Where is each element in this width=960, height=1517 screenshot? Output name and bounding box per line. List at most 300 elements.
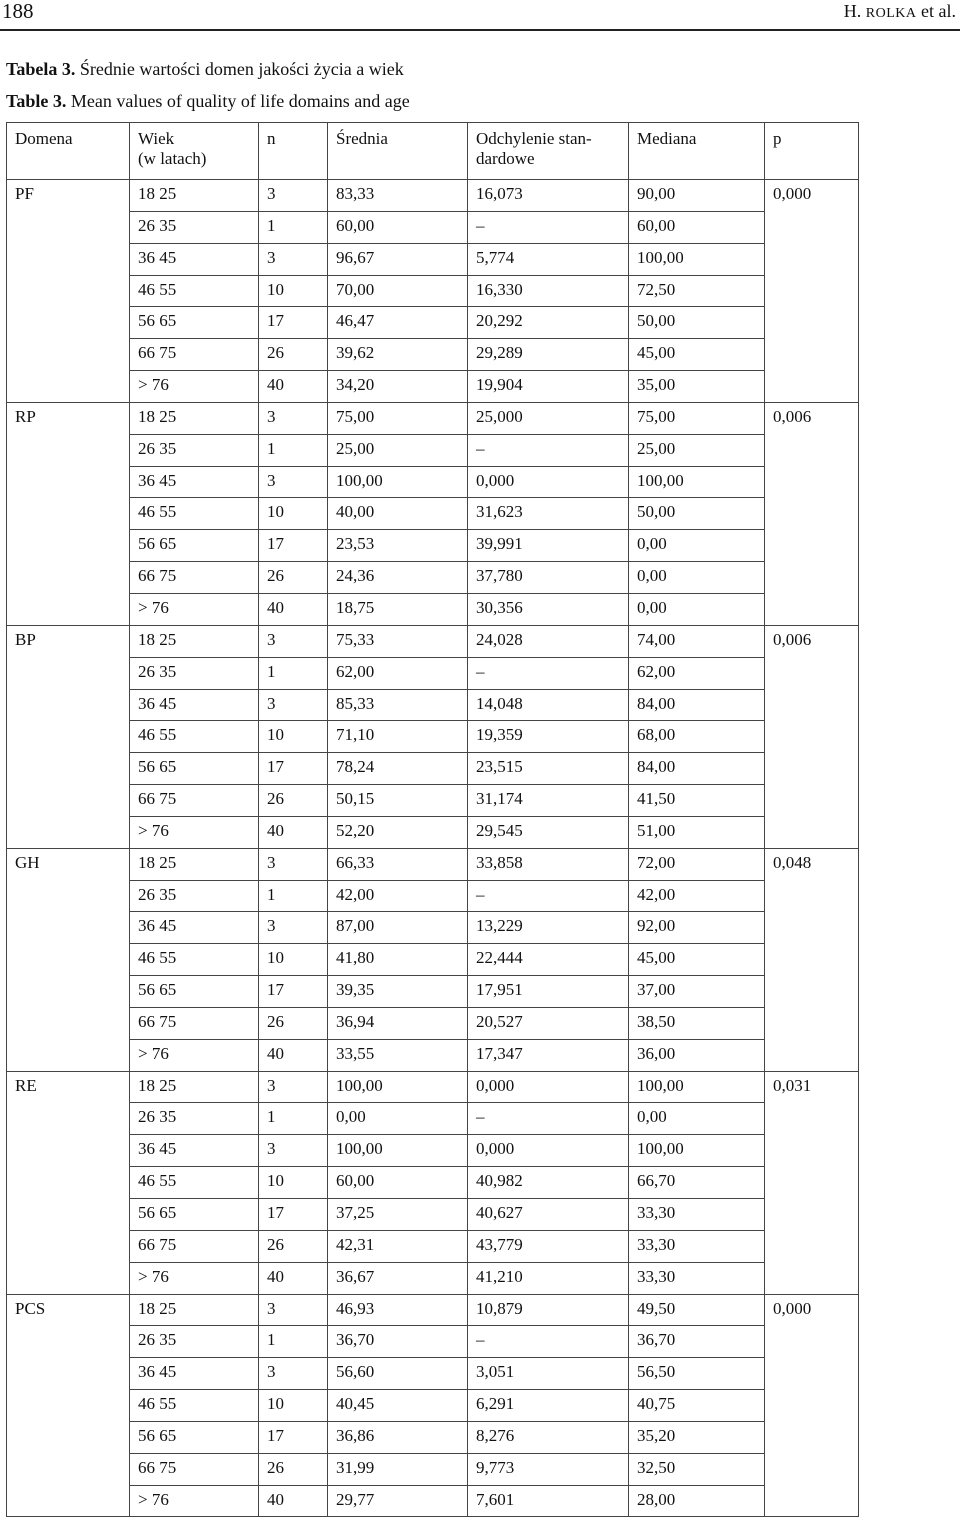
cell-domain [7,1199,130,1231]
cell-median: 84,00 [629,689,765,721]
cell-age: 56 65 [130,307,259,339]
cell-sd: 17,951 [468,976,629,1008]
cell-domain [7,211,130,243]
cell-n: 17 [259,1199,328,1231]
table-row [7,1007,859,1039]
cell-n: 3 [259,402,328,434]
table-caption-english [6,91,410,112]
cell-domain [7,1453,130,1485]
cell-median: 35,00 [629,371,765,403]
cell-p [765,785,859,817]
table-row [7,593,859,625]
cell-median: 72,00 [629,848,765,880]
cell-p [765,307,859,339]
cell-domain [7,880,130,912]
cell-domain [7,1421,130,1453]
cell-p [765,657,859,689]
cell-mean: 66,33 [328,848,468,880]
cell-n: 40 [259,1039,328,1071]
cell-domain: GH [7,848,130,880]
cell-mean: 85,33 [328,689,468,721]
cell-mean: 40,45 [328,1390,468,1422]
cell-age: 66 75 [130,785,259,817]
col-header-sd-line2: dardowe [476,149,535,168]
cell-mean: 0,00 [328,1103,468,1135]
table-row [7,657,859,689]
cell-age: 36 45 [130,1358,259,1390]
cell-n: 40 [259,371,328,403]
cell-sd: 43,779 [468,1230,629,1262]
page-number: 188 [2,0,34,23]
cell-p [765,1358,859,1390]
cell-domain [7,1167,130,1199]
cell-median: 75,00 [629,402,765,434]
cell-age: 66 75 [130,1453,259,1485]
cell-p [765,1007,859,1039]
cell-median: 74,00 [629,625,765,657]
cell-sd: 40,627 [468,1199,629,1231]
cell-sd: – [468,657,629,689]
cell-p [765,1199,859,1231]
cell-domain: RE [7,1071,130,1103]
cell-n: 17 [259,753,328,785]
cell-median: 100,00 [629,1071,765,1103]
cell-mean: 46,93 [328,1294,468,1326]
cell-age: 46 55 [130,944,259,976]
cell-p [765,593,859,625]
cell-n: 1 [259,211,328,243]
cell-n: 1 [259,880,328,912]
cell-mean: 41,80 [328,944,468,976]
cell-n: 26 [259,1007,328,1039]
cell-domain [7,816,130,848]
cell-n: 3 [259,243,328,275]
cell-age: 36 45 [130,1135,259,1167]
cell-n: 26 [259,785,328,817]
cell-n: 3 [259,625,328,657]
cell-mean: 78,24 [328,753,468,785]
caption-en-label: Table 3. [6,91,67,111]
table-row [7,498,859,530]
cell-p: 0,048 [765,848,859,880]
cell-median: 45,00 [629,944,765,976]
cell-domain [7,1390,130,1422]
cell-median: 0,00 [629,530,765,562]
cell-n: 10 [259,1390,328,1422]
cell-age: 26 35 [130,657,259,689]
table-body [7,180,859,1517]
cell-p: 0,006 [765,625,859,657]
cell-domain [7,721,130,753]
cell-domain [7,912,130,944]
cell-p [765,371,859,403]
cell-mean: 42,00 [328,880,468,912]
cell-sd: 31,174 [468,785,629,817]
cell-p [765,530,859,562]
col-header-mean: Średnia [328,123,468,180]
cell-median: 100,00 [629,243,765,275]
cell-mean: 56,60 [328,1358,468,1390]
cell-age: > 76 [130,1485,259,1517]
cell-mean: 29,77 [328,1485,468,1517]
cell-median: 100,00 [629,1135,765,1167]
cell-age: 66 75 [130,1230,259,1262]
cell-p [765,243,859,275]
header-rule [0,29,960,31]
cell-median: 68,00 [629,721,765,753]
cell-n: 1 [259,657,328,689]
table-row [7,434,859,466]
cell-p: 0,006 [765,402,859,434]
table-row [7,848,859,880]
table-row [7,880,859,912]
cell-domain [7,498,130,530]
cell-sd: 33,858 [468,848,629,880]
cell-n: 10 [259,275,328,307]
table-row [7,816,859,848]
cell-mean: 96,67 [328,243,468,275]
cell-domain [7,562,130,594]
col-header-age [130,123,259,180]
cell-domain [7,1326,130,1358]
cell-median: 0,00 [629,593,765,625]
cell-n: 17 [259,307,328,339]
cell-sd: 39,991 [468,530,629,562]
cell-mean: 39,62 [328,339,468,371]
table-row [7,307,859,339]
cell-domain [7,307,130,339]
table-row [7,1199,859,1231]
cell-sd: 17,347 [468,1039,629,1071]
cell-domain [7,1103,130,1135]
cell-p [765,912,859,944]
cell-sd: 25,000 [468,402,629,434]
table-row [7,1358,859,1390]
cell-p [765,339,859,371]
cell-mean: 52,20 [328,816,468,848]
cell-age: > 76 [130,1262,259,1294]
table-row [7,1103,859,1135]
cell-mean: 83,33 [328,180,468,212]
cell-sd: 0,000 [468,466,629,498]
cell-median: 28,00 [629,1485,765,1517]
cell-mean: 60,00 [328,211,468,243]
cell-n: 10 [259,721,328,753]
cell-sd: 9,773 [468,1453,629,1485]
cell-age: 36 45 [130,912,259,944]
cell-sd: 19,359 [468,721,629,753]
cell-p [765,466,859,498]
cell-p [765,1039,859,1071]
cell-mean: 100,00 [328,1135,468,1167]
table-header-row [7,123,859,180]
cell-domain [7,1485,130,1517]
table-row [7,976,859,1008]
cell-age: 46 55 [130,1167,259,1199]
cell-median: 33,30 [629,1262,765,1294]
cell-domain [7,689,130,721]
cell-mean: 70,00 [328,275,468,307]
col-header-sd [468,123,629,180]
cell-mean: 18,75 [328,593,468,625]
table-row [7,1167,859,1199]
table-row [7,1262,859,1294]
cell-age: 36 45 [130,243,259,275]
caption-pl-label: Tabela 3. [6,59,76,79]
cell-sd: 14,048 [468,689,629,721]
cell-domain [7,530,130,562]
cell-age: 66 75 [130,562,259,594]
table-row [7,243,859,275]
cell-domain [7,1262,130,1294]
cell-mean: 23,53 [328,530,468,562]
cell-n: 10 [259,498,328,530]
cell-sd: – [468,880,629,912]
cell-n: 40 [259,593,328,625]
cell-mean: 36,70 [328,1326,468,1358]
cell-median: 45,00 [629,339,765,371]
cell-age: 36 45 [130,466,259,498]
table-row [7,1135,859,1167]
cell-p [765,1485,859,1517]
cell-n: 17 [259,530,328,562]
cell-sd: 5,774 [468,243,629,275]
cell-domain: BP [7,625,130,657]
cell-age: 56 65 [130,976,259,1008]
cell-p [765,1230,859,1262]
cell-age: 26 35 [130,211,259,243]
cell-p: 0,031 [765,1071,859,1103]
cell-age: 26 35 [130,880,259,912]
cell-mean: 60,00 [328,1167,468,1199]
running-author-surname: ROLKA [865,6,917,21]
cell-median: 50,00 [629,498,765,530]
cell-domain [7,1135,130,1167]
cell-sd: 29,289 [468,339,629,371]
col-header-domain: Domena [7,123,130,180]
table-row [7,371,859,403]
cell-sd: 31,623 [468,498,629,530]
cell-n: 3 [259,1358,328,1390]
cell-median: 0,00 [629,562,765,594]
cell-age: 66 75 [130,339,259,371]
cell-domain [7,243,130,275]
col-header-median: Mediana [629,123,765,180]
cell-age: 56 65 [130,1199,259,1231]
cell-mean: 37,25 [328,1199,468,1231]
cell-n: 40 [259,816,328,848]
cell-p [765,1135,859,1167]
cell-median: 36,00 [629,1039,765,1071]
table-row [7,944,859,976]
table-row [7,180,859,212]
table-row [7,625,859,657]
cell-sd: 6,291 [468,1390,629,1422]
table-row [7,1039,859,1071]
cell-age: 18 25 [130,402,259,434]
cell-p [765,211,859,243]
table-row [7,753,859,785]
cell-domain [7,593,130,625]
cell-mean: 87,00 [328,912,468,944]
cell-sd: 41,210 [468,1262,629,1294]
cell-sd: – [468,434,629,466]
cell-n: 1 [259,1103,328,1135]
cell-sd: 40,982 [468,1167,629,1199]
cell-age: 56 65 [130,530,259,562]
cell-age: 56 65 [130,1421,259,1453]
cell-n: 17 [259,1421,328,1453]
cell-sd: – [468,1103,629,1135]
table-row [7,339,859,371]
cell-median: 66,70 [629,1167,765,1199]
cell-domain [7,434,130,466]
table-row [7,1230,859,1262]
cell-sd: – [468,1326,629,1358]
cell-sd: 7,601 [468,1485,629,1517]
cell-n: 1 [259,1326,328,1358]
cell-domain: RP [7,402,130,434]
cell-age: > 76 [130,1039,259,1071]
cell-median: 92,00 [629,912,765,944]
cell-n: 3 [259,912,328,944]
cell-p [765,1262,859,1294]
cell-p [765,1326,859,1358]
cell-sd: 20,527 [468,1007,629,1039]
cell-median: 84,00 [629,753,765,785]
cell-p [765,1103,859,1135]
cell-n: 40 [259,1485,328,1517]
cell-p [765,1167,859,1199]
cell-median: 42,00 [629,880,765,912]
cell-mean: 75,00 [328,402,468,434]
cell-p [765,721,859,753]
cell-age: 26 35 [130,1103,259,1135]
cell-n: 40 [259,1262,328,1294]
cell-p [765,753,859,785]
cell-n: 10 [259,1167,328,1199]
table-row [7,1390,859,1422]
cell-sd: 23,515 [468,753,629,785]
cell-sd: 29,545 [468,816,629,848]
cell-age: > 76 [130,816,259,848]
col-header-age-line2: (w latach) [138,149,207,168]
cell-age: 18 25 [130,180,259,212]
cell-median: 90,00 [629,180,765,212]
cell-n: 26 [259,562,328,594]
cell-mean: 46,47 [328,307,468,339]
cell-age: 46 55 [130,1390,259,1422]
table-row [7,466,859,498]
table-row [7,721,859,753]
table-row [7,275,859,307]
cell-p: 0,000 [765,180,859,212]
cell-median: 50,00 [629,307,765,339]
cell-age: 36 45 [130,689,259,721]
cell-n: 10 [259,944,328,976]
cell-age: 18 25 [130,1071,259,1103]
cell-age: > 76 [130,371,259,403]
cell-median: 100,00 [629,466,765,498]
cell-domain [7,1039,130,1071]
cell-sd: 0,000 [468,1135,629,1167]
cell-n: 17 [259,976,328,1008]
cell-age: 26 35 [130,1326,259,1358]
col-header-age-line1: Wiek [138,129,175,148]
cell-n: 26 [259,339,328,371]
cell-n: 26 [259,1230,328,1262]
table-row [7,1453,859,1485]
cell-n: 3 [259,1294,328,1326]
cell-median: 32,50 [629,1453,765,1485]
cell-sd: 19,904 [468,371,629,403]
cell-domain [7,275,130,307]
cell-n: 3 [259,1135,328,1167]
col-header-sd-line1: Odchylenie stan- [476,129,592,148]
cell-mean: 75,33 [328,625,468,657]
table-row [7,1326,859,1358]
cell-p [765,275,859,307]
cell-median: 49,50 [629,1294,765,1326]
cell-p [765,689,859,721]
cell-domain [7,339,130,371]
table-row [7,1421,859,1453]
cell-mean: 62,00 [328,657,468,689]
cell-mean: 100,00 [328,466,468,498]
cell-sd: 0,000 [468,1071,629,1103]
cell-age: 46 55 [130,498,259,530]
cell-n: 3 [259,1071,328,1103]
cell-domain [7,944,130,976]
cell-mean: 36,94 [328,1007,468,1039]
cell-sd: 16,073 [468,180,629,212]
cell-mean: 36,86 [328,1421,468,1453]
cell-domain [7,1007,130,1039]
cell-sd: – [468,211,629,243]
cell-mean: 25,00 [328,434,468,466]
cell-sd: 22,444 [468,944,629,976]
cell-age: 46 55 [130,275,259,307]
cell-age: 56 65 [130,753,259,785]
cell-p: 0,000 [765,1294,859,1326]
running-head [844,1,956,22]
cell-n: 3 [259,848,328,880]
cell-sd: 37,780 [468,562,629,594]
cell-n: 26 [259,1453,328,1485]
cell-age: 26 35 [130,434,259,466]
cell-sd: 8,276 [468,1421,629,1453]
table-row [7,912,859,944]
cell-domain: PF [7,180,130,212]
cell-median: 56,50 [629,1358,765,1390]
cell-p [765,434,859,466]
cell-mean: 71,10 [328,721,468,753]
cell-mean: 24,36 [328,562,468,594]
cell-domain [7,1358,130,1390]
caption-en-text: Mean values of quality of life domains and age [66,91,410,111]
cell-n: 3 [259,180,328,212]
cell-domain [7,657,130,689]
running-author-suffix: et al. [916,1,956,21]
table-row [7,689,859,721]
cell-domain [7,466,130,498]
cell-mean: 100,00 [328,1071,468,1103]
cell-median: 51,00 [629,816,765,848]
cell-n: 3 [259,466,328,498]
table-row [7,402,859,434]
cell-p [765,498,859,530]
cell-sd: 30,356 [468,593,629,625]
